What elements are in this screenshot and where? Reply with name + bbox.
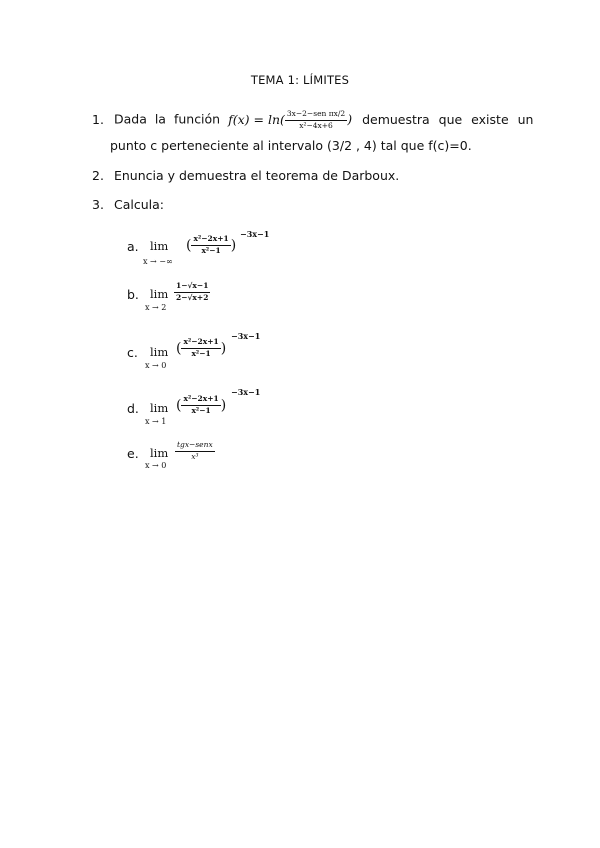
lim-approach: x → −∞	[143, 257, 173, 266]
limit-expression: ( $\frac{\text{x²−2x+1}}{\text{x²−1}}$ )	[176, 394, 227, 415]
lim-approach: x → 1	[145, 417, 167, 426]
exercise-3	[92, 197, 164, 212]
fraction-denominator: x²−1	[191, 406, 211, 415]
exercise-number: 3.	[92, 197, 104, 212]
fraction-numerator: 3x−2−sen πx/2	[285, 110, 347, 121]
fraction-denominator: x³	[191, 452, 199, 461]
subexercise-label: b.	[127, 287, 139, 302]
lim-operator: lim	[150, 401, 169, 415]
lim-approach: x → 0	[145, 361, 167, 370]
limit-expression	[175, 441, 215, 462]
lim-operator: lim	[150, 287, 169, 301]
fraction-numerator: tgx−senx	[175, 441, 215, 452]
exercise-1-line2: punto c perteneciente al intervalo (3/2 , 4) tal que f(c)=0.	[110, 138, 472, 153]
fraction-numerator: x²−2x+1	[181, 338, 220, 349]
exercise-text: Dada la función	[113, 111, 221, 127]
exponent: −3x−1	[231, 331, 261, 341]
exercise-number: 2.	[92, 168, 104, 183]
exponent: −3x−1	[231, 387, 261, 397]
subexercise-label: a.	[127, 239, 139, 254]
exponent: −3x−1	[240, 229, 270, 239]
exercise-number: 1.	[92, 111, 104, 127]
limit-expression: ( $\frac{\text{x²−2x+1}}{\text{x²−1}}$ )	[176, 337, 227, 358]
lim-operator: lim	[150, 239, 169, 253]
exercise-1	[92, 110, 533, 130]
fraction-denominator: x²−1	[201, 246, 221, 255]
subexercise-label: c.	[127, 345, 138, 360]
lim-operator: lim	[150, 446, 169, 460]
close-paren: )	[347, 111, 353, 127]
exercise-2	[92, 168, 399, 183]
limit-expression	[174, 282, 210, 303]
lim-approach: x → 0	[145, 461, 167, 470]
subexercise-label: d.	[127, 401, 139, 416]
function-definition: f(x) = ln(	[228, 111, 285, 127]
fraction-denominator: 2−√x+2	[176, 293, 209, 302]
lim-operator: lim	[150, 345, 169, 359]
fraction-numerator: x²−2x+1	[181, 395, 220, 406]
function-fraction	[285, 110, 347, 130]
page-title: TEMA 1: LÍMITES	[250, 73, 350, 87]
lim-approach: x → 2	[145, 303, 167, 312]
exercise-text-after: demuestra que existe un	[362, 111, 534, 127]
limit-expression: ( $\frac{\text{x²−2x+1}}{\text{x²−1}}$ )	[186, 234, 237, 255]
fraction-numerator: 1−√x−1	[174, 282, 210, 293]
fraction-denominator: x²−1	[191, 349, 211, 358]
fraction-numerator: x²−2x+1	[191, 235, 230, 246]
exercise-text: Enuncia y demuestra el teorema de Darboux.	[113, 168, 400, 183]
exercise-text: Calcula:	[113, 197, 164, 212]
subexercise-label: e.	[127, 446, 139, 461]
fraction-denominator: x²−4x+6	[299, 120, 333, 130]
